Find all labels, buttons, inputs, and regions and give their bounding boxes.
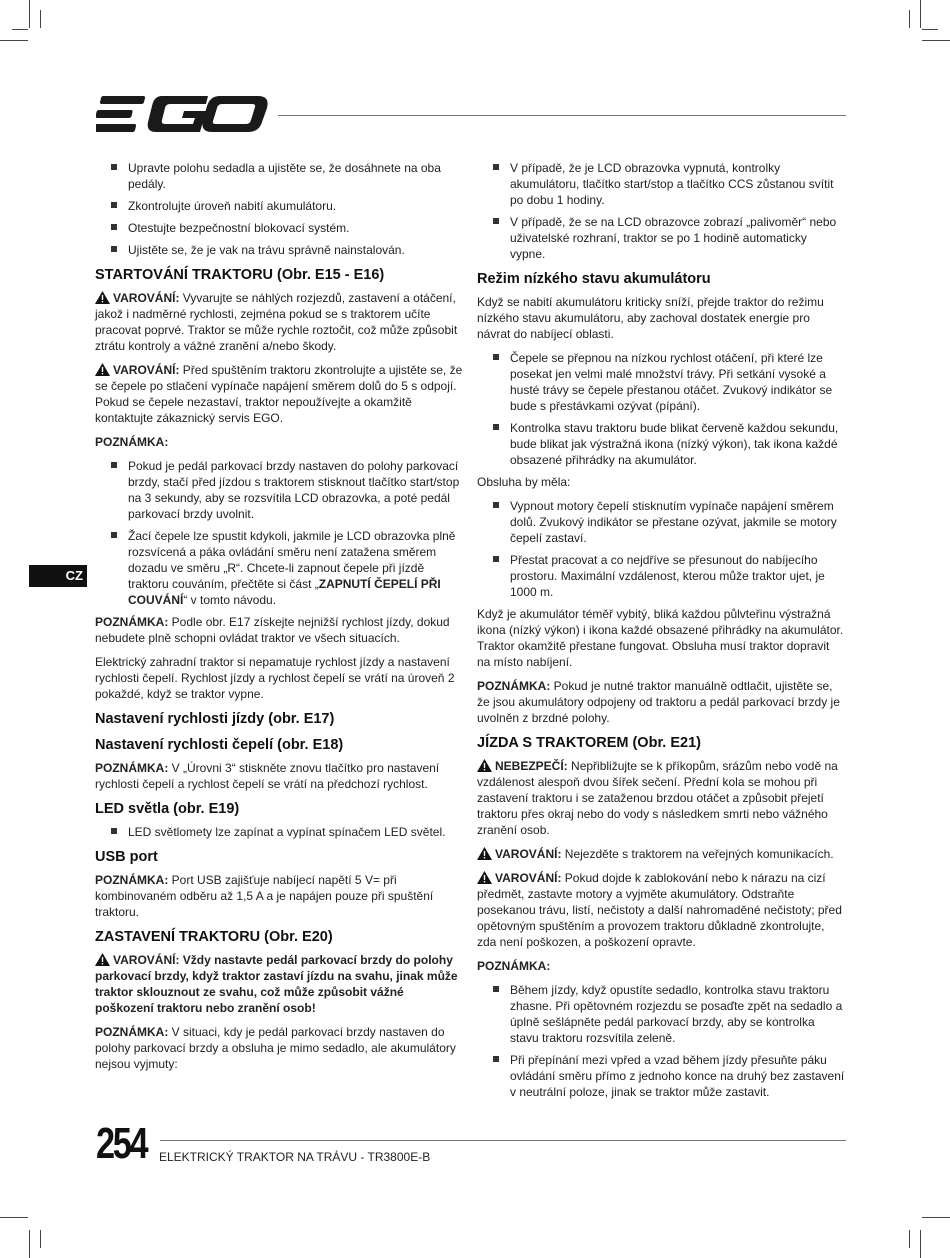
list-item: Otestujte bezpečnostní blokovací systém.: [95, 220, 463, 236]
left-column: [95, 160, 463, 1080]
warning-icon: [95, 291, 110, 304]
list-item: V případě, že je LCD obrazovka vypnutá, kontrolky akumulátoru, tlačítko start/stop a tlačítko CCS zůstanou svítit po dobu 1 hodiny.: [477, 160, 845, 208]
warning-paragraph: [95, 290, 463, 354]
note-label: POZNÁMKA:: [95, 873, 169, 887]
driving-list: [477, 982, 845, 1100]
led-list: [95, 824, 463, 840]
intro-list: [95, 160, 463, 258]
note-label: POZNÁMKA:: [95, 435, 169, 449]
warning-icon: [95, 363, 110, 376]
note-paragraph: [477, 678, 845, 726]
header-rule: [278, 115, 846, 116]
warning-paragraph: [95, 362, 463, 426]
list-item: Přestat pracovat a co nejdříve se přesunout do nabíjecího prostoru. Maximální vzdálenost, kterou může traktor ujet, je 1000 m.: [477, 552, 845, 600]
note-paragraph: [95, 614, 463, 646]
crop-mark: [909, 10, 910, 28]
list-item: Vypnout motory čepelí stisknutím vypínače napájení směrem dolů. Zvukový indikátor se přestane ozývat, jakmile se motory čepelí zastaví.: [477, 498, 845, 546]
note-item-text: Žací čepele lze spustit kdykoli, jakmile je LCD obrazovka plně rozsvícená a páka ovládání směru není zatažena směrem dozadu ve směru „R“. Chcete-li zapnout čepele při jízdě traktoru couváním, přečtěte si část „: [128, 529, 456, 591]
note-label: POZNÁMKA:: [95, 615, 169, 629]
footer-title: ELEKTRICKÝ TRAKTOR NA TRÁVU - TR3800E-B: [159, 1150, 431, 1164]
note-text: Port USB zajišťuje nabíjecí napětí 5 V= při kombinovaném odběru až 1,5 A a je napájen pouze při spuštění traktoru.: [95, 873, 434, 919]
operator-list: [477, 498, 845, 600]
crop-mark: [920, 1230, 921, 1258]
list-item: [95, 528, 463, 608]
note-text: Pokud je nutné traktor manuálně odtlačit, ujistěte se, že jsou akumulátory odpojeny od traktoru a pedál parkovací brzdy je uvolněn z brzdné polohy.: [477, 679, 840, 725]
warning-label: VAROVÁNÍ:: [113, 291, 180, 305]
crop-mark: [29, 0, 30, 28]
warning-paragraph: [95, 952, 463, 1016]
list-item: V případě, že se na LCD obrazovce zobrazí „palivoměr“ nebo uživatelské rozhraní, traktor se po 1 hodině automaticky vypne.: [477, 214, 845, 262]
footer-rule: [160, 1140, 846, 1141]
ego-logo: [96, 94, 270, 134]
danger-label: NEBEZPEČÍ:: [495, 759, 568, 773]
note-paragraph: [95, 1024, 463, 1072]
crop-mark: [909, 1230, 910, 1248]
warning-label: VAROVÁNÍ:: [113, 363, 180, 377]
note-list: [95, 458, 463, 608]
warning-label: VAROVÁNÍ:: [495, 871, 562, 885]
warning-text: Vždy nastavte pedál parkovací brzdy do polohy parkovací brzdy, když traktor zastaví jízdu na svahu, jinak může traktor sklouznout ze svahu, což může způsobit vážné poškození traktoru nebo zranění osob!: [95, 953, 458, 1015]
list-item: Při přepínání mezi vpřed a vzad během jízdy přesuňte páku ovládání směru přímo z jednoho konce na druhý bez zastavení v neutrální poloze, jinak se traktor může zastavit.: [477, 1052, 845, 1100]
top-list: [477, 160, 845, 262]
heading-stop-tractor: ZASTAVENÍ TRAKTORU (Obr. E20): [95, 929, 333, 945]
warning-label: VAROVÁNÍ:: [113, 953, 180, 967]
list-item: Čepele se přepnou na nízkou rychlost otáčení, při které lze posekat jen velmi malé množství trávy. Při setkání vysoké a husté trávy se čepele přestanou otáčet. Zvukový indikátor se bude s přestávkami ozývat (pípání).: [477, 350, 845, 414]
heading-driving: JÍZDA S TRAKTOREM (Obr. E21): [477, 735, 701, 751]
crop-mark: [0, 40, 28, 41]
low-battery-list: [477, 350, 845, 468]
warning-label: VAROVÁNÍ:: [495, 847, 562, 861]
warning-paragraph: [477, 846, 845, 862]
heading-drive-speed: Nastavení rychlosti jízdy (obr. E17): [95, 711, 335, 727]
warning-icon: [477, 871, 492, 884]
heading-led-lights: LED světla (obr. E19): [95, 801, 240, 817]
warning-icon: [477, 847, 492, 860]
note-label: POZNÁMKA:: [95, 1025, 169, 1039]
note-label: POZNÁMKA:: [477, 679, 551, 693]
list-item: Pokud je pedál parkovací brzdy nastaven do polohy parkovací brzdy, stačí před jízdou s traktorem stisknout tlačítko start/stop na 3 sekundy, aby se rozsvítila LCD obrazovka, a poté pedál parkovací brzdy uvolnit.: [95, 458, 463, 522]
warning-text: Před spuštěním traktoru zkontrolujte a ujistěte se, že se čepele po stlačení vypínače napájení směrem dolů do 5 s odpojí. Pokud se čepele nezastaví, traktor nepoužívejte a okamžitě kontaktujte zákaznický servis EGO.: [95, 363, 463, 425]
crop-mark: [922, 1217, 950, 1218]
heading-usb-port: USB port: [95, 849, 158, 865]
note-paragraph: [95, 872, 463, 920]
list-item: Během jízdy, když opustíte sedadlo, kontrolka stavu traktoru zhasne. Při opětovném rozjezdu se posaďte zpět na sedadlo a úplně sešlápněte pedál parkovací brzdy, aby se kontrolka stavu traktoru rozsvítila zeleně.: [477, 982, 845, 1046]
note-text: V „Úrovni 3“ stiskněte znovu tlačítko pro nastavení rychlosti čepelí a rychlost čepelí se vrátí na předchozí rychlost.: [95, 761, 440, 791]
paragraph: Elektrický zahradní traktor si nepamatuje rychlost jízdy a nastavení rychlosti čepelí. Rychlost jízdy a rychlost čepelí se vrátí na úroveň 2 pokaždé, když se traktor vypne.: [95, 655, 455, 701]
section-reference: ZAPNUTÍ ČEPELÍ PŘI COUVÁNÍ: [128, 577, 441, 607]
warning-text: Pokud dojde k zablokování nebo k nárazu na cizí předmět, zastavte motory a vyjměte akumulátory. Odstraňte posekanou trávu, listí, nečistoty a další nahromaděné nečistoty; před opětovným spuštěním a provozem traktoru důkladně zkontrolujte, zda není poškozen, a poškození opravte.: [477, 871, 842, 949]
language-tab: CZ: [29, 565, 87, 587]
right-column: [477, 160, 845, 1106]
list-item: Kontrolka stavu traktoru bude blikat červeně každou sekundu, bude blikat jak výstražná ikona (nízký výkon), tak ikona každé obsazené přihrádky na akumulátor.: [477, 420, 845, 468]
danger-paragraph: [477, 758, 845, 838]
warning-icon: [95, 953, 110, 966]
list-item: Ujistěte se, že je vak na trávu správně nainstalován.: [95, 242, 463, 258]
paragraph: Obsluha by měla:: [477, 475, 571, 489]
crop-mark: [922, 29, 938, 30]
crop-mark: [40, 10, 41, 28]
list-item: LED světlomety lze zapínat a vypínat spínačem LED světel.: [95, 824, 463, 840]
heading-blade-speed: Nastavení rychlosti čepelí (obr. E18): [95, 737, 344, 753]
page-number: 254: [96, 1119, 147, 1168]
heading-low-battery: Režim nízkého stavu akumulátoru: [477, 271, 711, 287]
crop-mark: [922, 40, 950, 41]
paragraph: Když se nabití akumulátoru kriticky sníží, přejde traktor do režimu nízkého stavu akumulátoru, aby zachoval dostatek energie pro návrat do nabíjecí oblasti.: [477, 295, 824, 341]
note-text: V situaci, kdy je pedál parkovací brzdy nastaven do polohy parkovací brzdy a obsluha je mimo sedadlo, ale akumulátory nejsou vyjmuty:: [95, 1025, 456, 1071]
note-item-text: “ v tomto návodu.: [183, 593, 277, 607]
danger-text: Nepřibližujte se k příkopům, srázům nebo vodě na vzdálenost alespoň dvou šířek sečení. Přední kola se mohou při zastavení traktoru i se zataženou brzdou otáčet a způsobit přejetí traktoru přes okraj nebo do vody s následkem smrti nebo vážného zranění osob.: [477, 759, 838, 837]
warning-paragraph: [477, 870, 845, 950]
warning-icon: [477, 759, 492, 772]
note-paragraph: [95, 760, 463, 792]
crop-mark: [920, 0, 921, 28]
crop-mark: [12, 29, 28, 30]
crop-mark: [29, 1230, 30, 1258]
crop-mark: [40, 1230, 41, 1248]
paragraph: Když je akumulátor téměř vybitý, bliká každou půlvteřinu výstražná ikona (nízký výkon) i ikona každé obsazené přihrádky na akumulátor. Traktor okamžitě přestane fungovat. Obsluha musí traktor dopravit na místo nabíjení.: [477, 607, 844, 669]
crop-mark: [0, 1217, 28, 1218]
note-text: Podle obr. E17 získejte nejnižší rychlost jízdy, dokud nebudete plně schopni ovládat traktor ve všech situacích.: [95, 615, 450, 645]
warning-text: Nejezděte s traktorem na veřejných komunikacích.: [564, 847, 834, 861]
note-label: POZNÁMKA:: [477, 959, 551, 973]
heading-start-tractor: STARTOVÁNÍ TRAKTORU (Obr. E15 - E16): [95, 267, 385, 283]
list-item: Upravte polohu sedadla a ujistěte se, že dosáhnete na oba pedály.: [95, 160, 463, 192]
warning-text: Vyvarujte se náhlých rozjezdů, zastavení a otáčení, jakož i nadměrné rychlosti, zejména pokud se s traktorem učíte pracovat poprvé. Traktor se může rychle roztočit, což může způsobit ztrátu kontroly a vážné zranění a/nebo škody.: [95, 291, 458, 353]
note-label: POZNÁMKA:: [95, 761, 169, 775]
list-item: Zkontrolujte úroveň nabití akumulátoru.: [95, 198, 463, 214]
